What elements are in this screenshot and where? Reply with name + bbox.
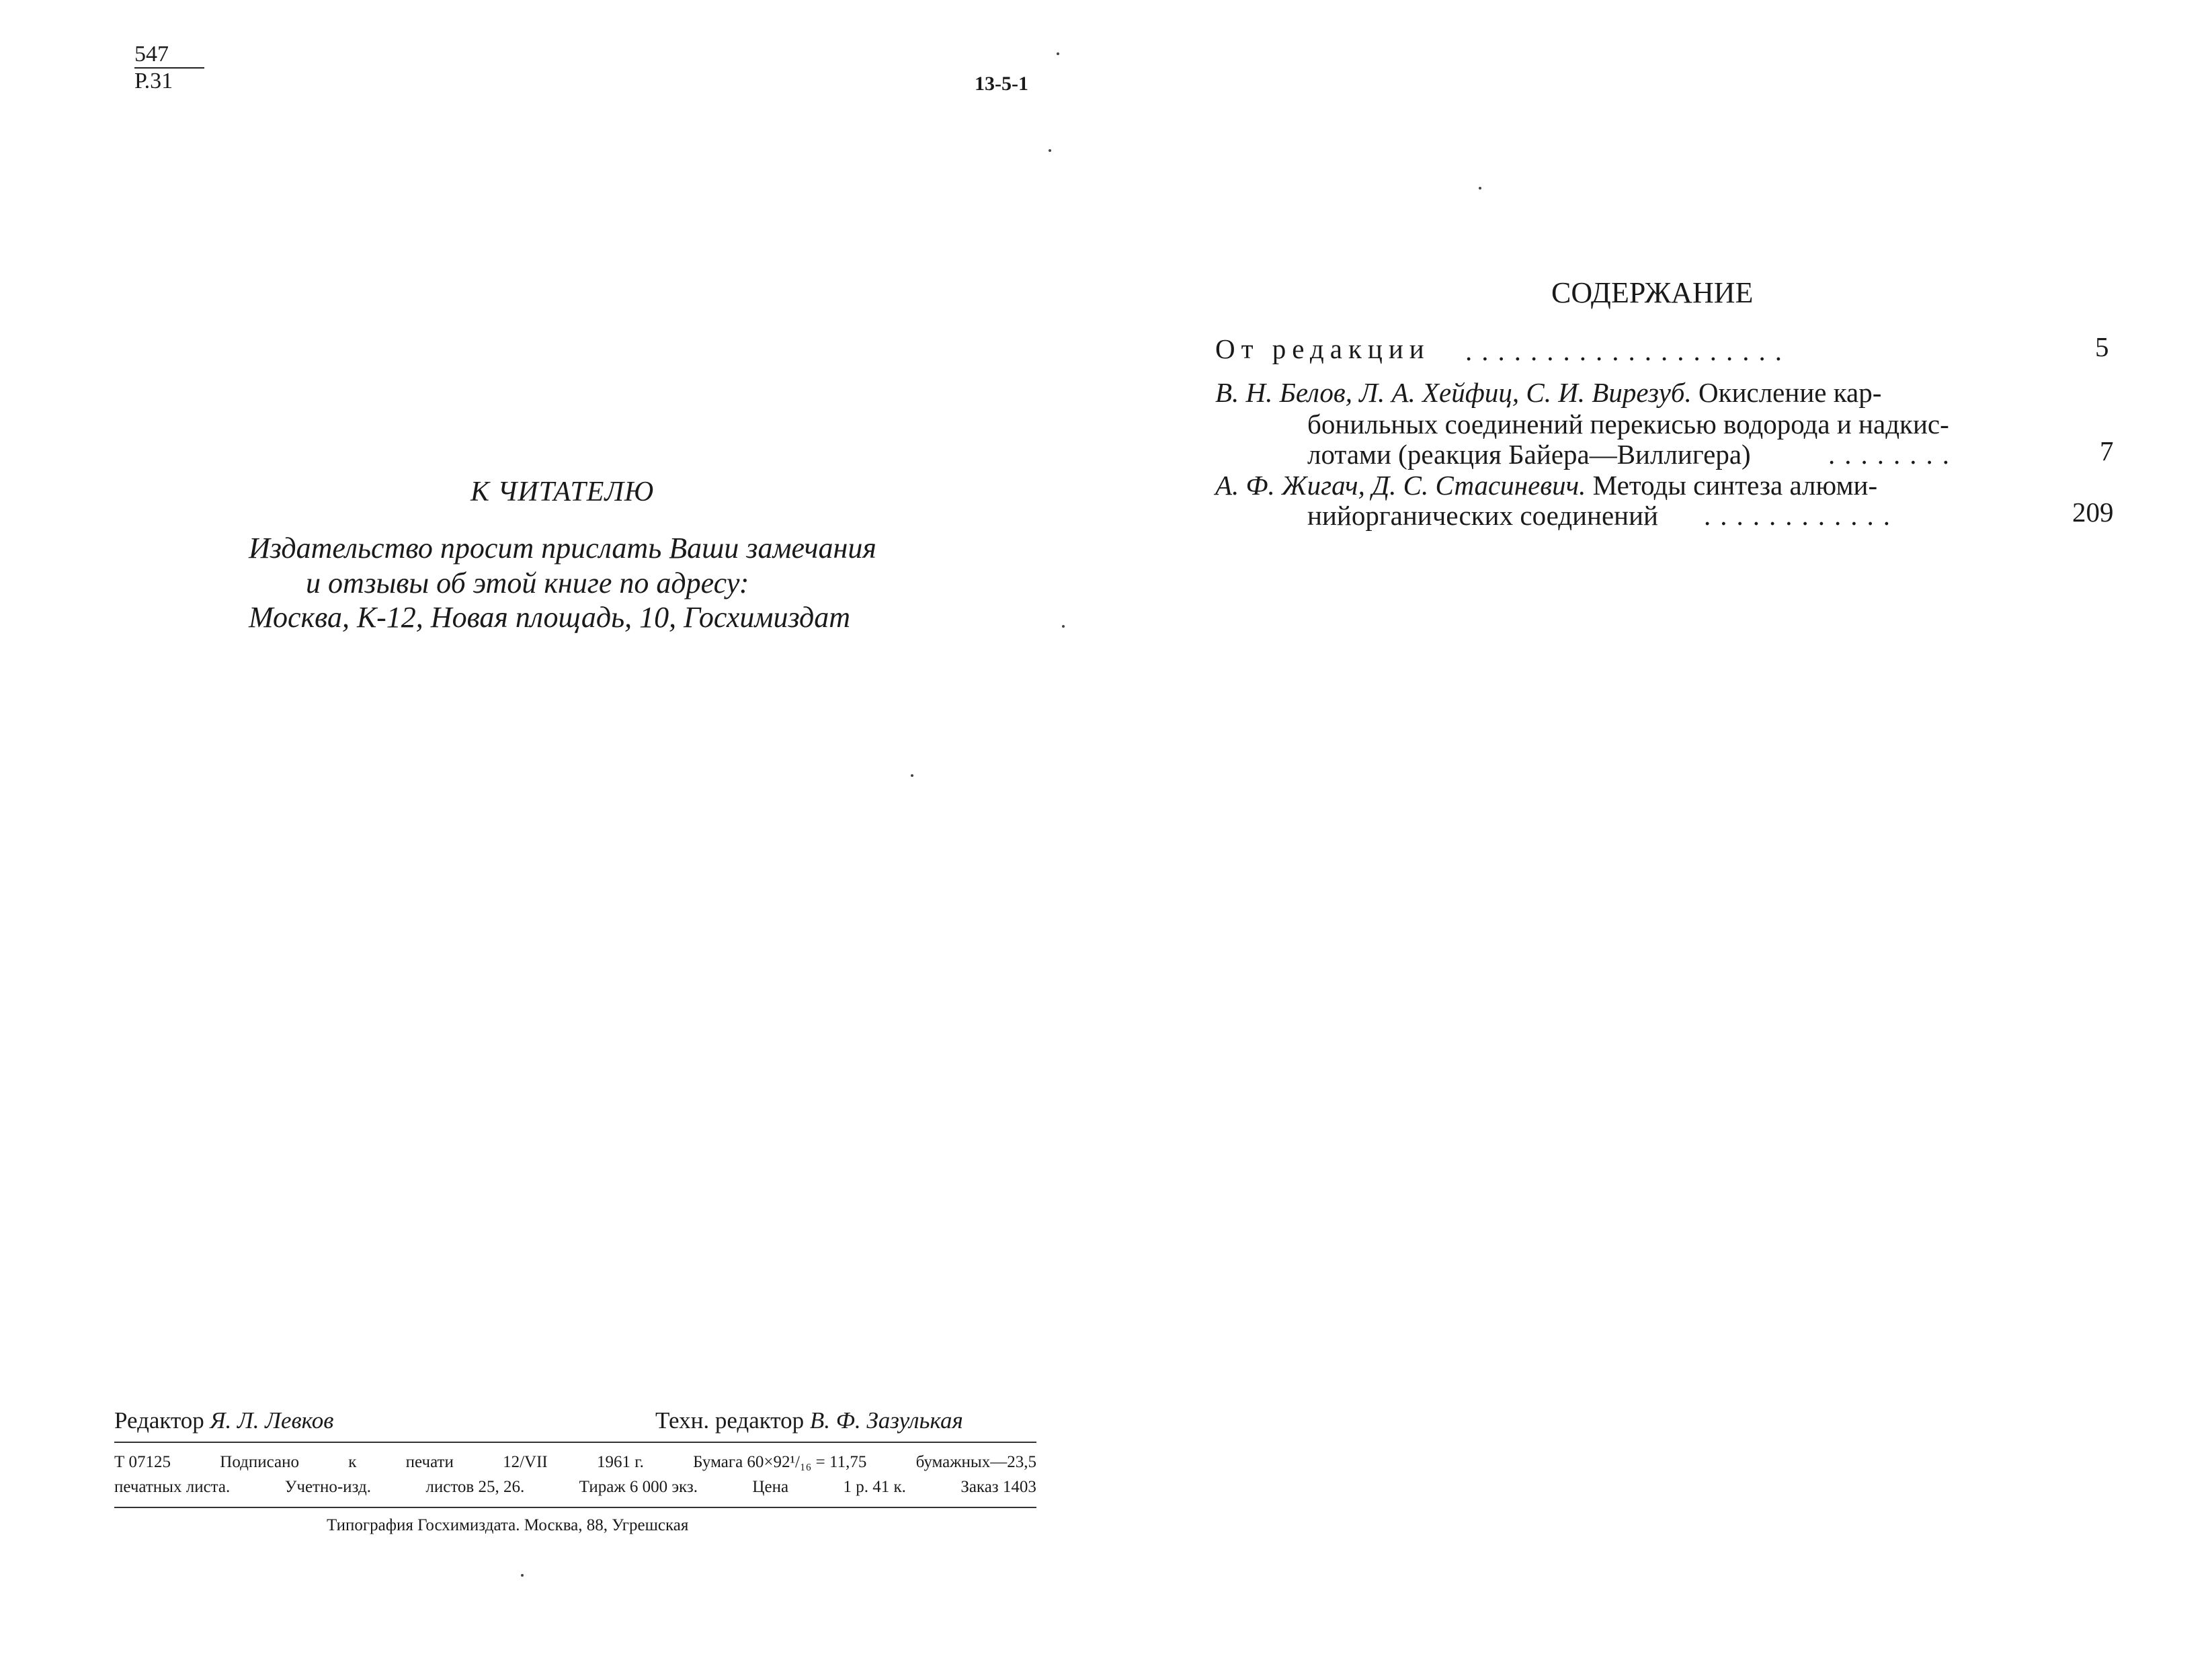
toc-authors: В. Н. Белов, Л. А. Хейфиц, С. И. Вирезуб. xyxy=(1215,377,1692,408)
imprint-cell: 1961 г. xyxy=(596,1453,644,1471)
imprint-cell: Заказ 1403 xyxy=(960,1478,1036,1496)
divider xyxy=(114,1507,1036,1508)
imprint-line-1 xyxy=(114,1453,1036,1472)
scan-speck xyxy=(521,1574,524,1577)
imprint-cell: к xyxy=(348,1453,357,1471)
scan-speck xyxy=(911,774,913,777)
udc-classification xyxy=(134,42,204,94)
publisher-code: 13-5-1 xyxy=(975,73,1028,95)
scan-speck xyxy=(1062,625,1065,628)
toc-entry-organoaluminium xyxy=(1215,469,1877,501)
editor-credit xyxy=(114,1407,333,1434)
toc-page-number: 7 xyxy=(2100,435,2114,466)
toc-entry-baeyer-villiger xyxy=(1215,376,1881,409)
imprint-cell: Тираж 6 000 экз. xyxy=(579,1478,698,1496)
toc-title-text: Методы синтеза алюми- xyxy=(1586,470,1878,501)
toc-leader-dots: ............ xyxy=(1704,500,1899,531)
imprint-cell: Т 07125 xyxy=(114,1453,171,1471)
toc-title-text: бонильных соединений перекисью водорода и надкис- xyxy=(1307,409,1949,440)
toc-title-text: нийорганических соединений xyxy=(1307,500,1658,531)
udc-number: 547 xyxy=(134,42,204,69)
reader-line: Издательство просит прислать Ваши замечания xyxy=(249,532,876,565)
toc-entry-foreword: От редакции xyxy=(1215,333,1430,364)
toc-page-number: 209 xyxy=(2072,497,2114,528)
imprint-cell: бумажных—23,5 xyxy=(915,1453,1036,1471)
divider xyxy=(114,1442,1036,1443)
imprint-cell: Цена xyxy=(752,1478,789,1496)
tech-editor-label: Техн. редактор xyxy=(655,1407,805,1434)
imprint-cell: 12/VII xyxy=(503,1453,548,1471)
imprint-cell: листов 25, 26. xyxy=(425,1478,525,1496)
scan-speck xyxy=(1049,149,1051,152)
toc-leader-dots: .................... xyxy=(1465,335,1791,366)
printing-house: Типография Госхимиздата. Москва, 88, Угрешская xyxy=(327,1516,689,1534)
imprint-cell: Учетно-изд. xyxy=(284,1478,371,1496)
toc-leader-dots: ........ xyxy=(1828,439,1959,470)
scan-speck xyxy=(1479,187,1481,190)
toc-authors: А. Ф. Жигач, Д. С. Стасиневич. xyxy=(1215,470,1586,501)
toc-title-text: Окисление кар- xyxy=(1691,377,1882,408)
imprint-cell: печати xyxy=(405,1453,454,1471)
tech-editor-name: В. Ф. Зазулькая xyxy=(809,1407,963,1434)
reader-address: Москва, К-12, Новая площадь, 10, Госхимиздат xyxy=(249,601,851,634)
scan-speck xyxy=(1057,52,1059,55)
imprint-line-2 xyxy=(114,1478,1036,1497)
toc-page-number: 5 xyxy=(2095,331,2109,362)
imprint-cell: 1 р. 41 к. xyxy=(843,1478,906,1496)
reader-line: и отзывы об этой книге по адресу: xyxy=(306,567,749,599)
reader-title: К ЧИТАТЕЛЮ xyxy=(470,476,655,507)
toc-title-text: лотами (реакция Байера—Виллигера) xyxy=(1307,439,1751,470)
tech-editor-credit xyxy=(655,1407,963,1434)
imprint-cell: Бумага 60×92¹/₁₆ = 11,75 xyxy=(693,1453,867,1471)
udc-code: Р.31 xyxy=(134,69,173,93)
toc-title: СОДЕРЖАНИЕ xyxy=(1551,276,1754,309)
imprint-cell: Подписано xyxy=(220,1453,299,1471)
imprint-cell: печатных листа. xyxy=(114,1478,231,1496)
editor-label: Редактор xyxy=(114,1407,204,1434)
editor-name: Я. Л. Левков xyxy=(210,1407,334,1434)
